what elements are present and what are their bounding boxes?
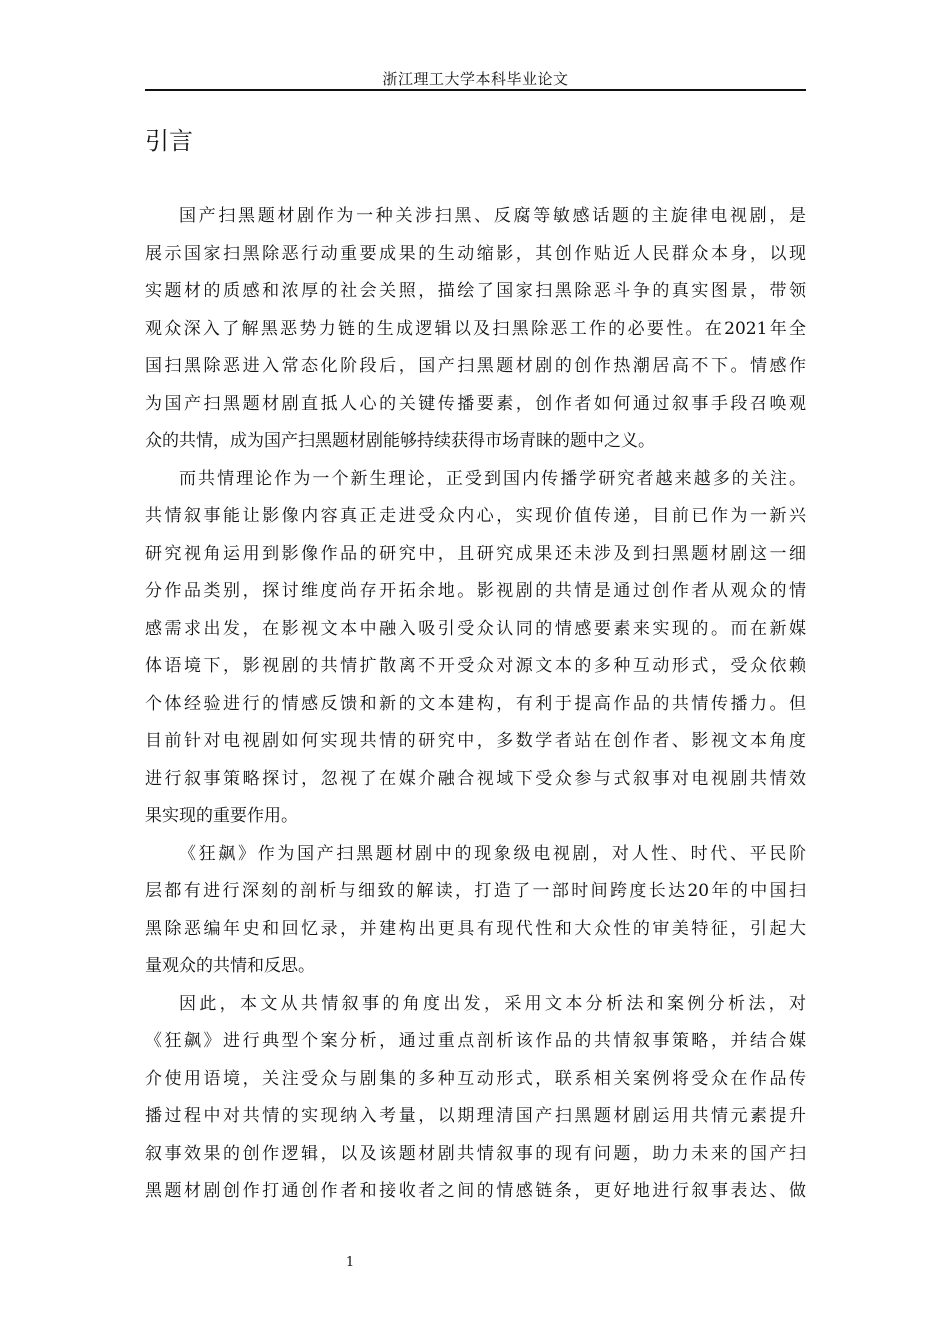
paragraph-1-line-1: 国产扫黑题材剧作为一种关涉扫黑、反腐等敏感话题的主旋律电视剧，是 (179, 206, 806, 226)
paragraph-4-line-5: 叙事效果的创作逻辑，以及该题材剧共情叙事的现有问题，助力未来的国产扫 (145, 1143, 806, 1164)
paragraph-1-line-6: 为国产扫黑题材剧直抵人心的关键传播要素，创作者如何通过叙事手段召唤观 (145, 393, 806, 414)
paragraph-4-line-2: 《狂飙》进行典型个案分析，通过重点剖析该作品的共情叙事策略，并结合媒 (145, 1031, 806, 1051)
paragraph-2-line-3: 研究视角运用到影像作品的研究中，且研究成果还未涉及到扫黑题材剧这一细 (145, 543, 806, 564)
paragraph-1-line-5: 国扫黑除恶进入常态化阶段后，国产扫黑题材剧的创作热潮居高不下。情感作 (145, 356, 806, 376)
paragraph-2-line-5: 感需求出发，在影视文本中融入吸引受众认同的情感要素来实现的。而在新媒 (145, 618, 806, 639)
paragraph-2-line-9: 进行叙事策略探讨，忽视了在媒介融合视域下受众参与式叙事对电视剧共情效 (145, 768, 806, 789)
paragraph-3-line-2: 层都有进行深刻的剖析与细致的解读，打造了一部时间跨度长达20年的中国扫 (145, 881, 806, 901)
page-header: 浙江理工大学本科毕业论文 (382, 70, 569, 88)
page-number: 1 (345, 1255, 355, 1270)
paragraph-2-line-10: 果实现的重要作用。 (145, 806, 298, 826)
paragraph-2-line-7: 个体经验进行的情感反馈和新的文本建构，有利于提高作品的共情传播力。但 (145, 693, 806, 714)
paragraph-1-line-4: 观众深入了解黑恶势力链的生成逻辑以及扫黑除恶工作的必要性。在2021年全 (145, 318, 806, 339)
header-rule (145, 89, 806, 91)
paragraph-2-line-2: 共情叙事能让影像内容真正走进受众内心，实现价值传递，目前已作为一新兴 (145, 506, 806, 526)
paragraph-2-line-4: 分作品类别，探讨维度尚存开拓余地。影视剧的共情是通过创作者从观众的情 (145, 581, 806, 601)
paragraph-2-line-1: 而共情理论作为一个新生理论，正受到国内传播学研究者越来越多的关注。 (179, 468, 806, 489)
paragraph-1-line-3: 实题材的质感和浓厚的社会关照，描绘了国家扫黑除恶斗争的真实图景，带领 (145, 281, 806, 301)
paragraph-2-line-8: 目前针对电视剧如何实现共情的研究中，多数学者站在创作者、影视文本角度 (145, 731, 806, 751)
paragraph-4-line-6: 黑题材剧创作打通创作者和接收者之间的情感链条，更好地进行叙事表达、做 (145, 1181, 806, 1201)
paragraph-3-line-4: 量观众的共情和反思。 (145, 956, 315, 976)
body-text (145, 198, 806, 1211)
paragraph-1-line-7: 众的共情，成为国产扫黑题材剧能够持续获得市场青睐的题中之义。 (145, 431, 655, 451)
paragraph-2-line-6: 体语境下，影视剧的共情扩散离不开受众对源文本的多种互动形式，受众依赖 (145, 656, 806, 676)
paragraph-4-line-3: 介使用语境，关注受众与剧集的多种互动形式，联系相关案例将受众在作品传 (145, 1068, 806, 1089)
paragraph-1-line-2: 展示国家扫黑除恶行动重要成果的生动缩影，其创作贴近人民群众本身，以现 (145, 243, 806, 264)
paragraph-3-line-1: 《狂飙》作为国产扫黑题材剧中的现象级电视剧，对人性、时代、平民阶 (179, 843, 806, 864)
paragraph-3-line-3: 黑除恶编年史和回忆录，并建构出更具有现代性和大众性的审美特征，引起大 (145, 918, 806, 939)
paragraph-4-line-4: 播过程中对共情的实现纳入考量，以期理清国产扫黑题材剧运用共情元素提升 (145, 1106, 806, 1126)
paragraph-4-line-1: 因此，本文从共情叙事的角度出发，采用文本分析法和案例分析法，对 (179, 993, 806, 1014)
section-title: 引言 (145, 127, 193, 155)
